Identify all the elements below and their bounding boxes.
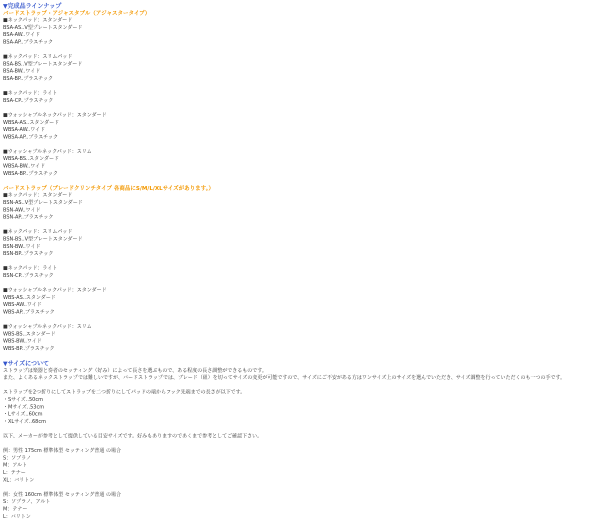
product-item: WBS-AP..プラスチック <box>3 309 55 315</box>
product-item: BSA-AP..プラスチック <box>3 39 54 45</box>
example-female-title: 例：女性 160cm 標準体型 セッティング普通 の場合 <box>3 491 122 498</box>
example-male-title: 例：男性 175cm 標準体型 セッティング普通 の場合 <box>3 448 122 454</box>
size-paragraph-line: ストラップは楽器と奏者のセッティング（好み）によって長さを選ぶもので、ある程度の長さ調整ができるものです。 <box>3 367 267 374</box>
group-label: ■ウォッシャブルネックパッド：スタンダード <box>3 112 107 118</box>
group-label: ■ウォッシャブルネックパッド：スリム <box>3 324 92 330</box>
group-label: ■ネックパッド：スタンダード <box>3 17 73 24</box>
product-item: BSA-BS..V型プレートスタンダード <box>3 61 83 67</box>
adjustable-series-title: バードストラップ・アジャスタブル（アジャスタータイプ） <box>3 9 151 17</box>
blade-series-title: バードストラップ（ブレードクリンチタイプ 各商品にS/M/L/XLサイズがあります。） <box>3 184 214 192</box>
blade-clinch-lineup-section <box>3 185 600 353</box>
product-item: BSN-BS..V型プレートスタンダード <box>3 236 83 242</box>
size-paragraph-line: また、よくあるネックストラップでは難しいですが、バードストラップでは、ブレード（紐）を切ってサイズの変更が可能ですので、サイズにご不安がある方はワンサイズ上のサイズを選んでいただき、サイズ調整を行っていただくのも一つの手です。 <box>3 375 566 381</box>
product-group <box>3 265 600 280</box>
product-item: BSN-BW..ワイド <box>3 243 41 250</box>
size-option: ・XLサイズ..68cm <box>3 418 46 425</box>
spacer <box>3 484 600 491</box>
product-group <box>3 287 600 316</box>
spacer <box>3 382 600 389</box>
measure-note: ストラップを2つ折りにしてストラップを二つ折りにしてパッドの端からフック先端までの長さが以下です。 <box>3 389 246 396</box>
product-item: WBS-AW..ワイド <box>3 302 42 308</box>
product-group <box>3 192 600 221</box>
product-item: BSA-BP..プラスチック <box>3 75 53 82</box>
product-group <box>3 112 600 141</box>
product-item: WBSA-AP..プラスチック <box>3 134 58 140</box>
product-item: WBSA-AS..スタンダード <box>3 119 60 126</box>
example-row: S：ソプラノ、アルト <box>3 499 51 505</box>
product-item: WBSA-AW..ワイド <box>3 127 46 133</box>
spacer <box>3 426 600 433</box>
product-item: BSN-AP..プラスチック <box>3 214 54 221</box>
adjustable-lineup-section <box>3 10 600 178</box>
product-item: BSN-CP..プラスチック <box>3 272 54 279</box>
product-item: WBSA-BS..スタンダード <box>3 156 59 162</box>
example-row: XL：バリトン <box>3 477 35 483</box>
size-info-section <box>3 360 600 521</box>
product-group <box>3 54 600 83</box>
group-label: ■ネックパッド：スタンダード <box>3 192 73 199</box>
group-label: ■ウォッシャブルネックパッド：スリム <box>3 148 92 155</box>
lineup-heading: ▼完成品ラインナップ <box>3 2 62 10</box>
product-item: BSN-AW..ワイド <box>3 207 41 213</box>
product-item: BSN-AS..V型プレートスタンダード <box>3 200 83 206</box>
product-group <box>3 229 600 258</box>
example-row: S：ソプラノ <box>3 455 32 461</box>
example-row: L：バリトン <box>3 513 31 520</box>
product-item: WBSA-BP..プラスチック <box>3 170 58 177</box>
size-option: ・Mサイズ..53cm <box>3 404 45 410</box>
product-group <box>3 90 600 105</box>
size-option: ・Lサイズ..60cm <box>3 411 43 418</box>
size-option: ・Sサイズ..50cm <box>3 397 43 403</box>
example-row: M：アルト <box>3 462 28 469</box>
size-heading: ▼サイズについて <box>3 360 50 368</box>
spacer <box>3 440 600 447</box>
product-item: WBSA-BW..ワイド <box>3 163 46 170</box>
guide-note: 以下、メーカーが参考として提供している目安サイズです。好みもありますのであくまで参考としてご確認下さい。 <box>3 433 263 440</box>
product-group <box>3 324 600 353</box>
product-item: WBS-BW..ワイド <box>3 338 42 345</box>
group-label: ■ネックパッド：ライト <box>3 265 58 272</box>
example-row: M：テナー <box>3 506 28 512</box>
group-label: ■ネックパッド：スリムパッド <box>3 54 73 60</box>
example-row: L：テナー <box>3 470 26 476</box>
group-label: ■ネックパッド：スリムパッド <box>3 229 73 235</box>
product-item: WBS-BP..プラスチック <box>3 345 55 352</box>
product-group <box>3 17 600 46</box>
product-item: BSA-BW..ワイド <box>3 68 41 75</box>
product-item: WBS-AS..スタンダード <box>3 294 56 301</box>
product-item: BSA-AS..V型プレートスタンダード <box>3 24 83 31</box>
group-label: ■ネックパッド：ライト <box>3 90 58 97</box>
product-item: BSA-CP..プラスチック <box>3 97 54 104</box>
product-item: WBS-BS..スタンダード <box>3 331 56 337</box>
product-item: BSA-AW..ワイド <box>3 32 41 38</box>
product-group <box>3 148 600 177</box>
group-label: ■ウォッシャブルネックパッド：スタンダード <box>3 287 107 294</box>
product-item: BSN-BP..プラスチック <box>3 251 54 257</box>
